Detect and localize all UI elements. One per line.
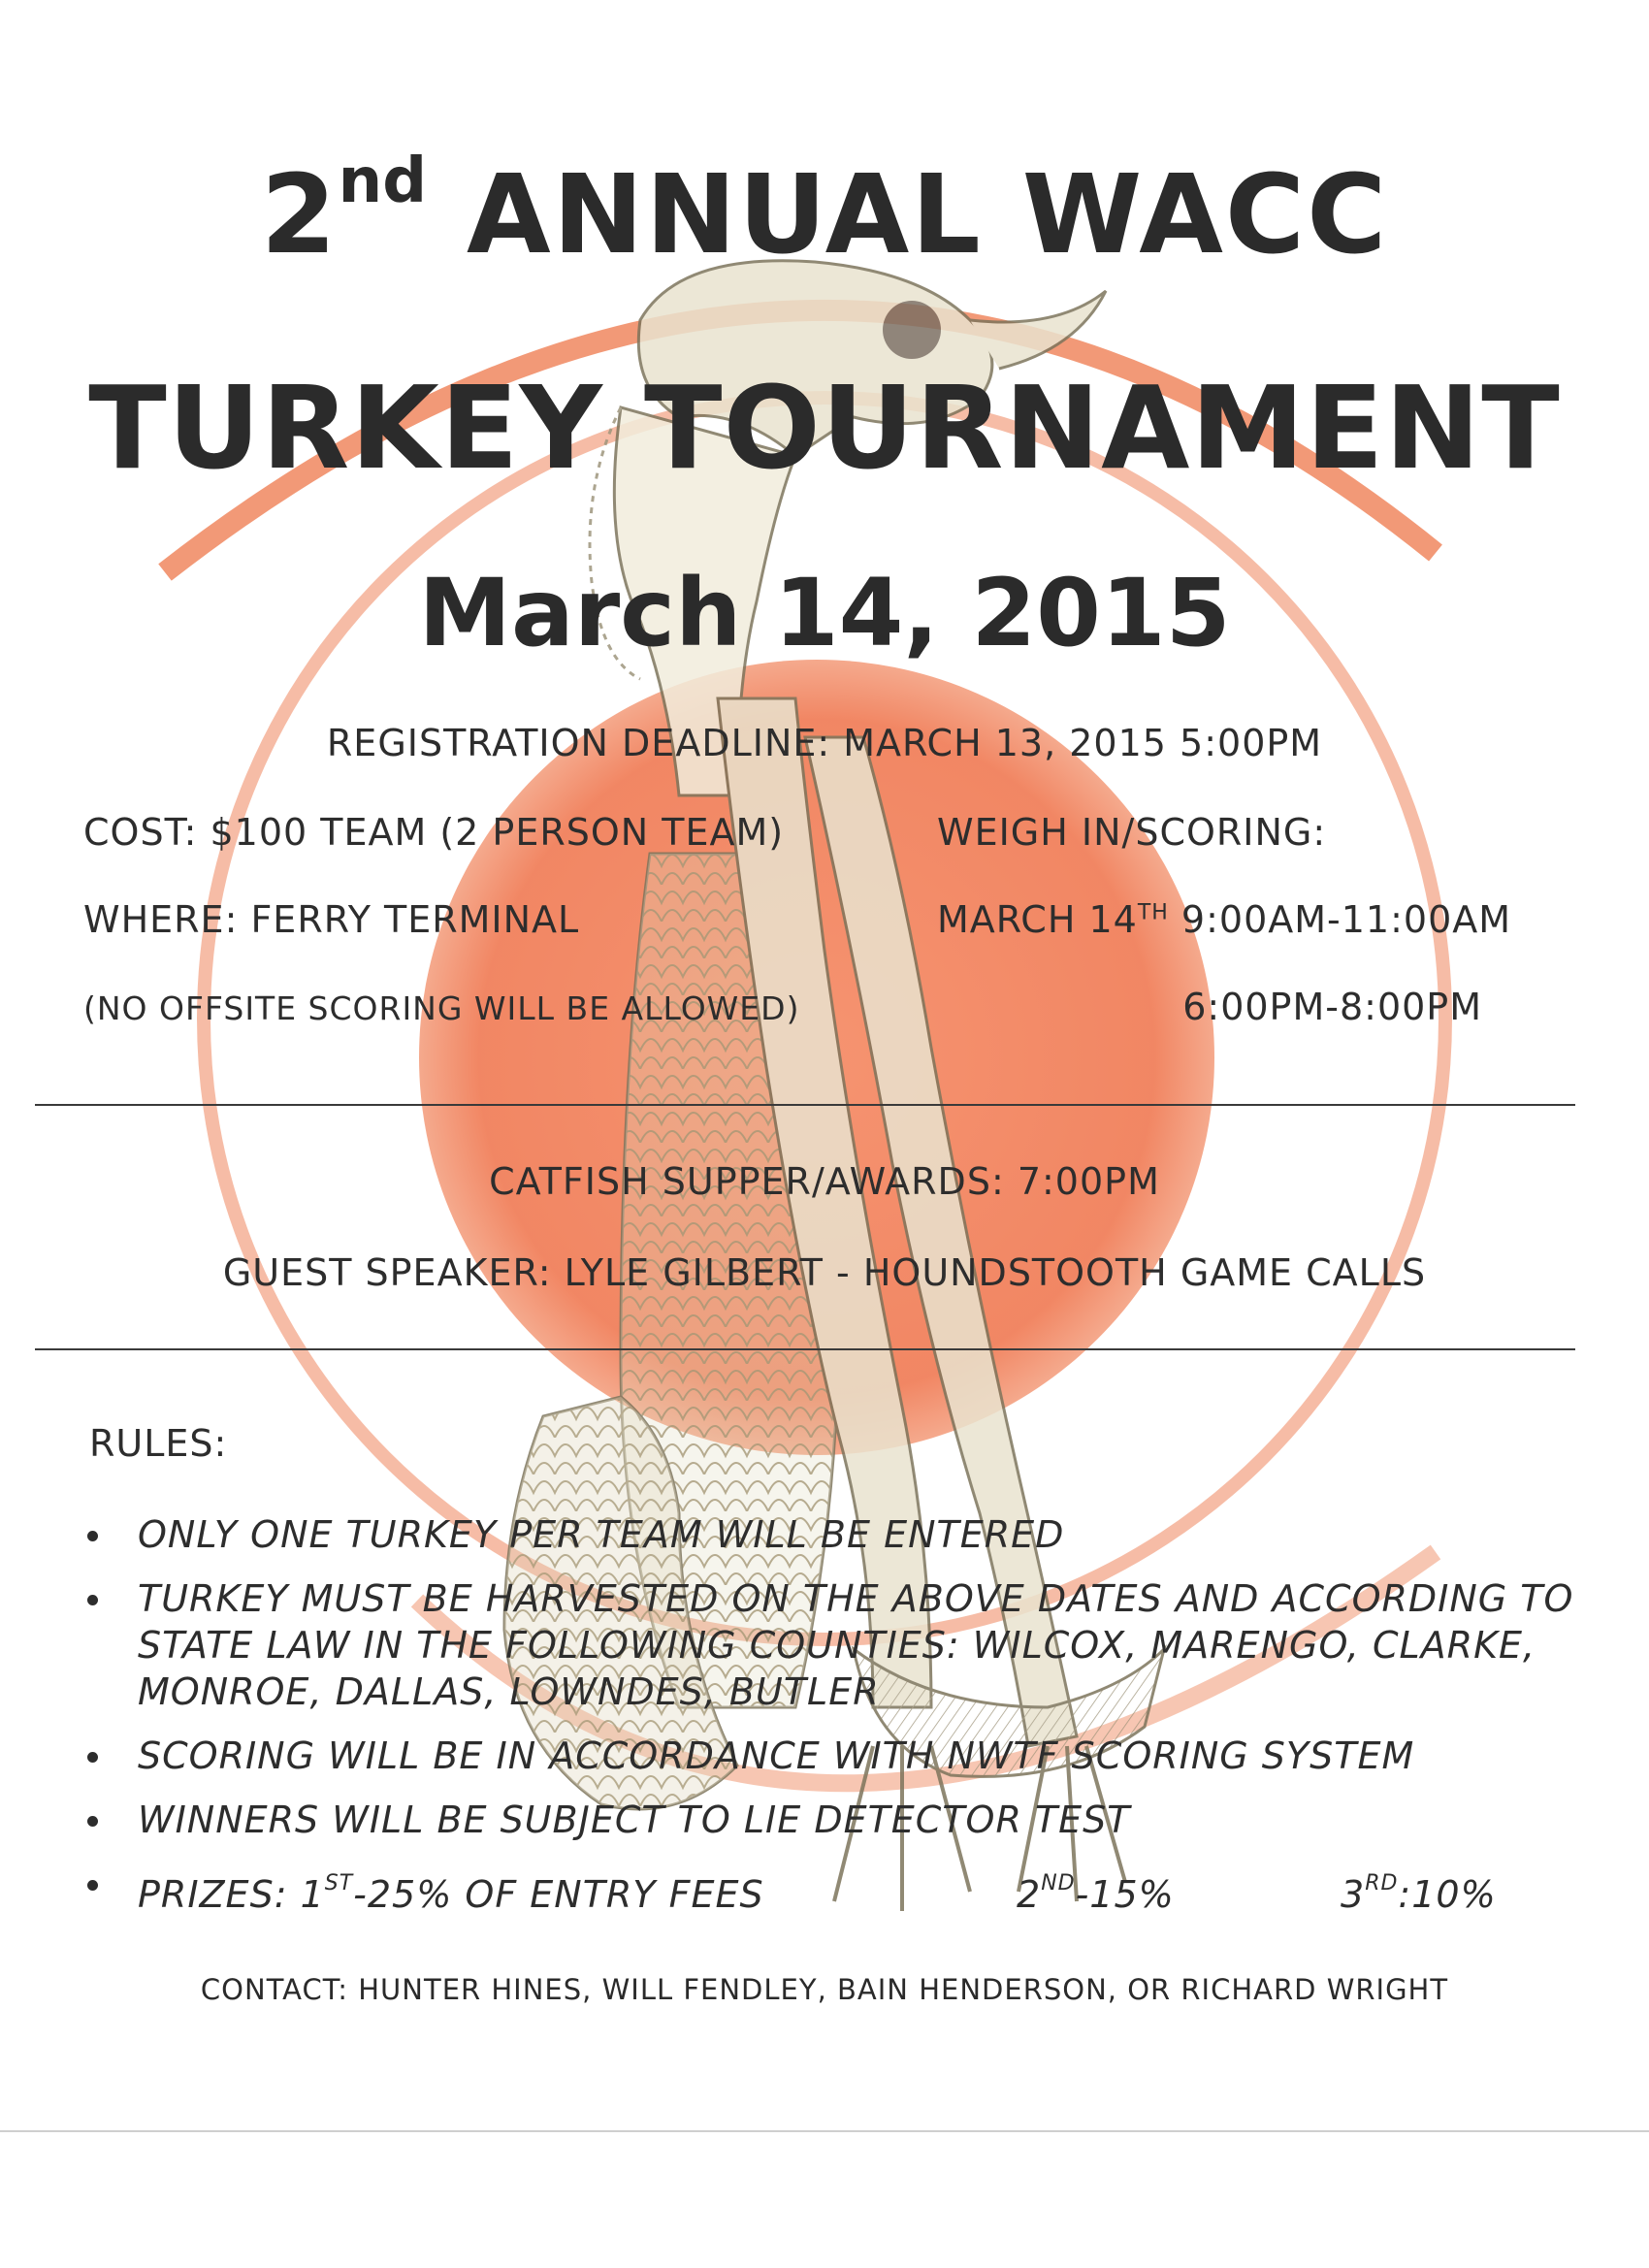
prize-first-amount: -25% OF ENTRY FEES — [353, 1873, 764, 1916]
title-line-1 — [0, 146, 1649, 278]
rules-list — [68, 1511, 1600, 1935]
weigh-in-date: MARCH 14 — [937, 898, 1138, 941]
cost-line: COST: $100 TEAM (2 PERSON TEAM) — [83, 811, 785, 854]
weigh-in-date-suffix: TH — [1137, 900, 1169, 925]
divider-top — [35, 1104, 1575, 1106]
prize-second-amount: -15% — [1075, 1873, 1175, 1916]
title-event-name: ANNUAL WACC — [427, 152, 1389, 278]
rule-item-prizes — [68, 1861, 1600, 1918]
weigh-in-evening: 6:00PM-8:00PM — [1182, 986, 1482, 1028]
prize-third-label: 3 — [1341, 1873, 1366, 1916]
title-line-2: TURKEY TOURNAMENT — [88, 361, 1561, 495]
prize-second — [1017, 1861, 1175, 1918]
prize-first-suffix: ST — [324, 1871, 354, 1895]
prize-third-suffix: RD — [1365, 1871, 1399, 1895]
rule-item: ONLY ONE TURKEY PER TEAM WILL BE ENTERED — [68, 1511, 1600, 1558]
contact-line: CONTACT: HUNTER HINES, WILL FENDLEY, BAIN HENDERSON, OR RICHARD WRIGHT — [200, 1973, 1449, 2006]
rule-item: SCORING WILL BE IN ACCORDANCE WITH NWTF SCORING SYSTEM — [68, 1733, 1600, 1779]
guest-speaker: GUEST SPEAKER: LYLE GILBERT - HOUNDSTOOTH GAME CALLS — [222, 1251, 1427, 1294]
prize-second-suffix: ND — [1041, 1871, 1076, 1895]
weigh-in-time-morning: 9:00AM-11:00AM — [1168, 898, 1512, 941]
event-date: March 14, 2015 — [418, 559, 1231, 667]
prize-first-label: PRIZES: 1 — [138, 1873, 325, 1916]
offsite-note: (NO OFFSITE SCORING WILL BE ALLOWED) — [83, 989, 800, 1027]
rule-item: TURKEY MUST BE HARVESTED ON THE ABOVE DATES AND ACCORDING TO STATE LAW IN THE FOLLOWING COUNTIES: WILCOX, MARENGO, CLARKE, MONROE, DALLAS, LOWNDES, BUTLER — [68, 1575, 1600, 1715]
prize-third-amount: :10% — [1398, 1873, 1497, 1916]
prize-second-label: 2 — [1017, 1873, 1042, 1916]
registration-deadline: REGISTRATION DEADLINE: MARCH 13, 2015 5:00PM — [326, 722, 1323, 764]
catfish-supper: CATFISH SUPPER/AWARDS: 7:00PM — [489, 1160, 1160, 1203]
divider-bottom — [35, 1348, 1575, 1350]
prize-third — [1341, 1861, 1497, 1918]
title-ordinal-number: 2 — [260, 152, 339, 278]
rule-item: WINNERS WILL BE SUBJECT TO LIE DETECTOR TEST — [68, 1797, 1600, 1843]
weigh-in-morning — [937, 898, 1511, 941]
scan-edge-line — [0, 2130, 1649, 2132]
rules-heading: RULES: — [89, 1422, 228, 1465]
title-ordinal-suffix: nd — [338, 146, 428, 217]
prize-first — [138, 1873, 764, 1916]
where-line: WHERE: FERRY TERMINAL — [83, 898, 580, 941]
weigh-in-label: WEIGH IN/SCORING: — [937, 811, 1327, 854]
